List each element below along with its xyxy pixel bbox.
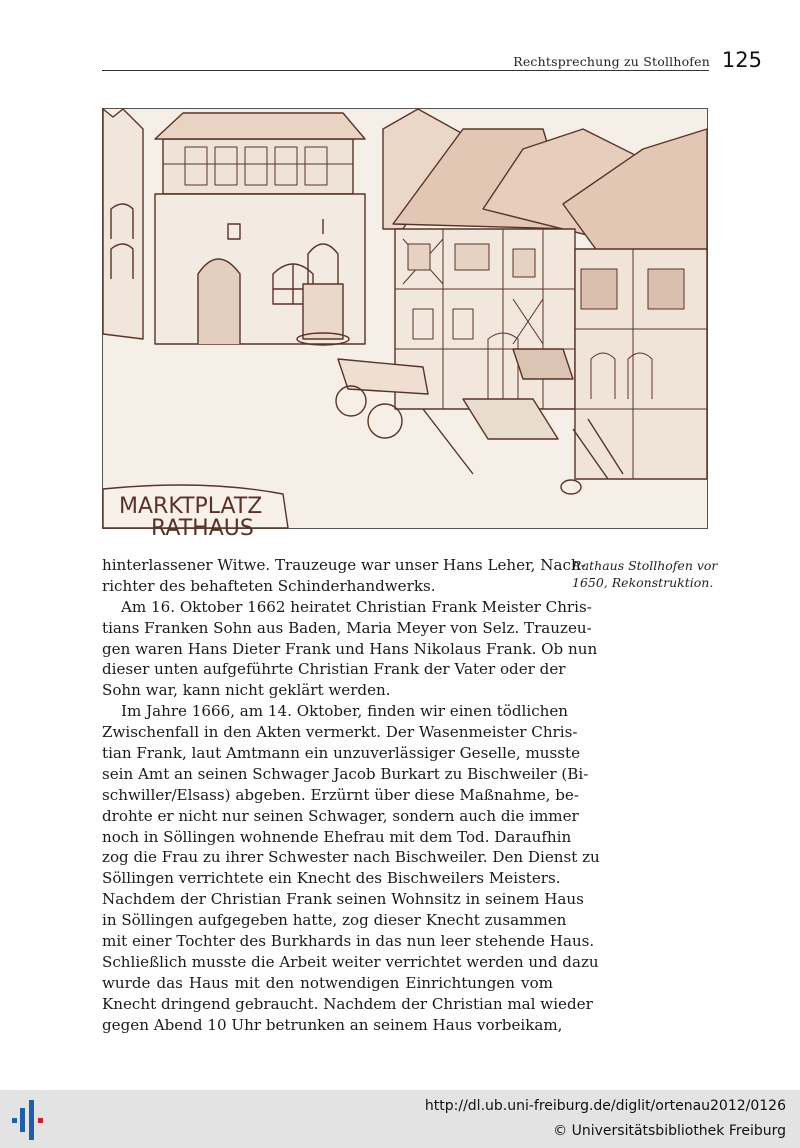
text-line: drohte er nicht nur seinen Schwager, sondern auch die immer xyxy=(102,806,579,825)
text-line: tians Franken Sohn aus Baden, Maria Meyer von Selz. Trauzeu- xyxy=(102,618,592,637)
running-title: Rechtsprechung zu Stollhofen xyxy=(513,54,710,69)
text-line: in Söllingen aufgegeben hatte, zog dieser Knecht zusammen xyxy=(102,911,567,930)
text-line: Am 16. Oktober 1662 heiratet Christian Frank Meister Chris- xyxy=(121,597,592,616)
text-line: hinterlassener Witwe. Trauzeuge war unser Hans Leher, Nach- xyxy=(102,556,586,574)
text-line: noch in Söllingen wohnende Ehefrau mit dem Tod. Daraufhin xyxy=(102,827,572,846)
text-line: Sohn war, kann nicht geklärt werden. xyxy=(102,681,391,700)
text-line: Schließlich musste die Arbeit weiter verrichtet werden und dazu xyxy=(102,952,599,971)
text-line: tian Frank, laut Amtmann ein unzuverlässiger Geselle, musste xyxy=(102,744,580,763)
caption-line: Rathaus Stollhofen vor xyxy=(572,558,718,573)
library-logo-icon xyxy=(8,1098,52,1142)
text-line: Im Jahre 1666, am 14. Oktober, finden wir einen tödlichen xyxy=(121,702,569,721)
sign-text-line-2: RATHAUS xyxy=(151,516,254,541)
figure-caption xyxy=(572,557,722,591)
text-line: gen waren Hans Dieter Frank und Hans Nikolaus Frank. Ob nun xyxy=(102,639,598,658)
illustration-rathaus-sketch xyxy=(102,108,708,541)
text-line: dieser unten aufgeführte Christian Frank der Vater oder der xyxy=(102,660,566,679)
text-line: schwiller/Elsass) abgeben. Erzürnt über diese Maßnahme, be- xyxy=(102,785,579,804)
half-timbered-houses xyxy=(383,109,707,479)
text-line: Nachdem der Christian Frank seinen Wohnsitz in seinem Haus xyxy=(102,890,584,909)
text-line: sein Amt an seinen Schwager Jacob Burkart zu Bischweiler (Bi- xyxy=(102,764,589,783)
text-line: richter des behafteten Schinderhandwerks. xyxy=(102,576,436,595)
header-rule xyxy=(102,70,709,71)
text-line: zog die Frau zu ihrer Schwester nach Bischweiler. Den Dienst zu xyxy=(102,848,600,867)
copyright-notice: © Universitätsbibliothek Freiburg xyxy=(553,1123,786,1139)
text-line: Knecht dringend gebraucht. Nachdem der Christian mal wieder xyxy=(102,994,593,1013)
running-header xyxy=(102,48,762,78)
footer-bar xyxy=(0,1090,800,1148)
text-line: mit einer Tochter des Burkhards in das nun leer stehende Haus. xyxy=(102,932,595,951)
text-line: Söllingen verrichtete ein Knecht des Bischweilers Meisters. xyxy=(102,869,561,888)
text-line: Zwischenfall in den Akten vermerkt. Der Wasenmeister Chris- xyxy=(102,723,578,742)
text-line: wurde das Haus mit den notwendigen Einrichtungen vom xyxy=(102,973,553,992)
body-text xyxy=(102,555,600,1035)
caption-line: 1650, Rekonstruktion. xyxy=(572,575,714,590)
sign-text-line-1: MARKTPLATZ xyxy=(119,494,263,519)
text-line: gegen Abend 10 Uhr betrunken an seinem Haus vorbeikam, xyxy=(102,1015,563,1034)
source-url-link[interactable]: http://dl.ub.uni-freiburg.de/diglit/ortenau2012/0126 xyxy=(424,1098,786,1114)
page-number: 125 xyxy=(721,48,762,72)
